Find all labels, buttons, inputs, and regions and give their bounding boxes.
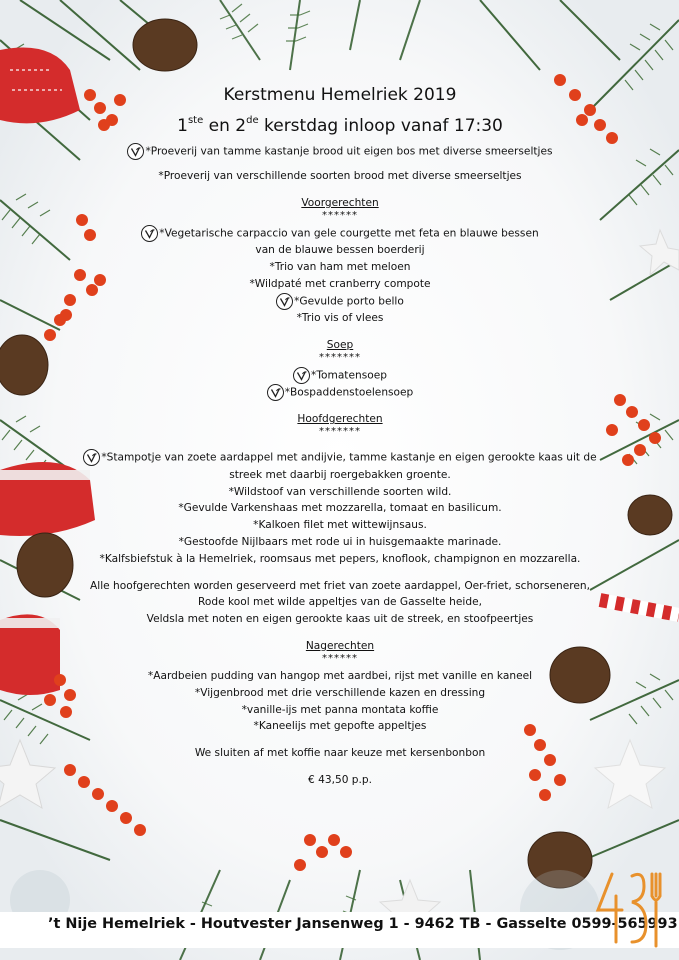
section-stars: ****** <box>322 652 358 664</box>
restaurant-logo <box>592 866 664 948</box>
menu-item: *Kalfsbiefstuk à la Hemelriek, roomsaus met pepers, knoflook, champignon en mozzarella. <box>99 552 581 565</box>
subtitle-day2: en 2 <box>203 116 247 136</box>
menu-item: *Wildpaté met cranberry compote <box>249 277 431 290</box>
menu-item: *Gestoofde Nijlbaars met rode ui in huisgemaakte marinade. <box>178 535 502 548</box>
section-stars: ******* <box>319 426 361 438</box>
mains-note: Rode kool met wilde appeltjes van de Gasselte heide, <box>198 596 482 609</box>
menu-item: *Vegetarische carpaccio van gele courgette met feta en blauwe bessen <box>70 225 610 242</box>
intro-line: *Proeverij van tamme kastanje brood uit eigen bos met diverse smeerseltjes <box>70 143 610 160</box>
vegetarian-icon <box>127 143 144 160</box>
menu-item: *Vijgenbrood met drie verschillende kazen en dressing <box>194 686 486 699</box>
menu-item: *Bospaddenstoelensoep <box>70 384 610 401</box>
menu-item: *Stampotje van zoete aardappel met andijvie, tamme kastanje en eigen gerookte kaas uit de <box>70 449 610 466</box>
section-heading-mains: Hoofdgerechten <box>297 413 383 426</box>
subtitle-day1: 1 <box>177 116 188 136</box>
menu-item: *Wildstoof van verschillende soorten wild. <box>228 485 452 498</box>
menu-title: Kerstmenu Hemelriek 2019 <box>223 85 457 105</box>
menu-item: *Trio vis of vlees <box>296 312 384 325</box>
subtitle-time: kerstdag inloop vanaf 17:30 <box>258 116 503 136</box>
subtitle-sup1: ste <box>187 115 204 126</box>
vegetarian-icon <box>293 367 310 384</box>
vegetarian-icon <box>267 384 284 401</box>
menu-item: *Kalkoen filet met wittewijnsaus. <box>253 519 427 532</box>
menu-content <box>70 84 610 789</box>
vegetarian-icon <box>141 225 158 242</box>
section-heading-desserts: Nagerechten <box>305 639 375 652</box>
footer-address: ’t Nije Hemelriek - Houtvester Jansenweg 1 - 9462 TB - Gasselte 0599-565993 <box>48 916 678 932</box>
mains-note: Veldsla met noten en eigen gerookte kaas uit de streek, en stoofpeertjes <box>146 613 534 626</box>
closing-text: We sluiten af met koffie naar keuze met kersenbonbon <box>194 747 486 760</box>
subtitle-sup2: de <box>246 115 259 126</box>
price: € 43,50 p.p. <box>308 773 372 786</box>
menu-item: *Gevulde Varkenshaas met mozzarella, tomaat en basilicum. <box>178 502 502 515</box>
menu-item: *Aardbeien pudding van hangop met aardbei, rijst met vanille en kaneel <box>147 669 533 682</box>
menu-item: *Kaneelijs met gepofte appeltjes <box>253 720 427 733</box>
mains-note: Alle hoofgerechten worden geserveerd met friet van zoete aardappel, Oer-friet, schorseneren, <box>90 579 590 592</box>
section-stars: ****** <box>322 210 358 222</box>
section-heading-soup: Soep <box>326 338 354 351</box>
menu-item: streek met daarbij roergebakken groente. <box>229 468 451 481</box>
menu-subtitle <box>70 108 610 139</box>
menu-item: *vanille-ijs met panna montata koffie <box>241 703 439 716</box>
section-heading-starters: Voorgerechten <box>301 197 379 210</box>
intro-line: *Proeverij van verschillende soorten brood met diverse smeerseltjes <box>158 170 522 183</box>
menu-item: van de blauwe bessen boerderij <box>255 244 425 257</box>
vegetarian-icon <box>83 449 100 466</box>
menu-item: *Trio van ham met meloen <box>269 261 411 274</box>
menu-item: *Tomatensoep <box>70 367 610 384</box>
menu-item: *Gevulde porto bello <box>70 293 610 310</box>
section-stars: ******* <box>319 351 361 363</box>
vegetarian-icon <box>276 293 293 310</box>
